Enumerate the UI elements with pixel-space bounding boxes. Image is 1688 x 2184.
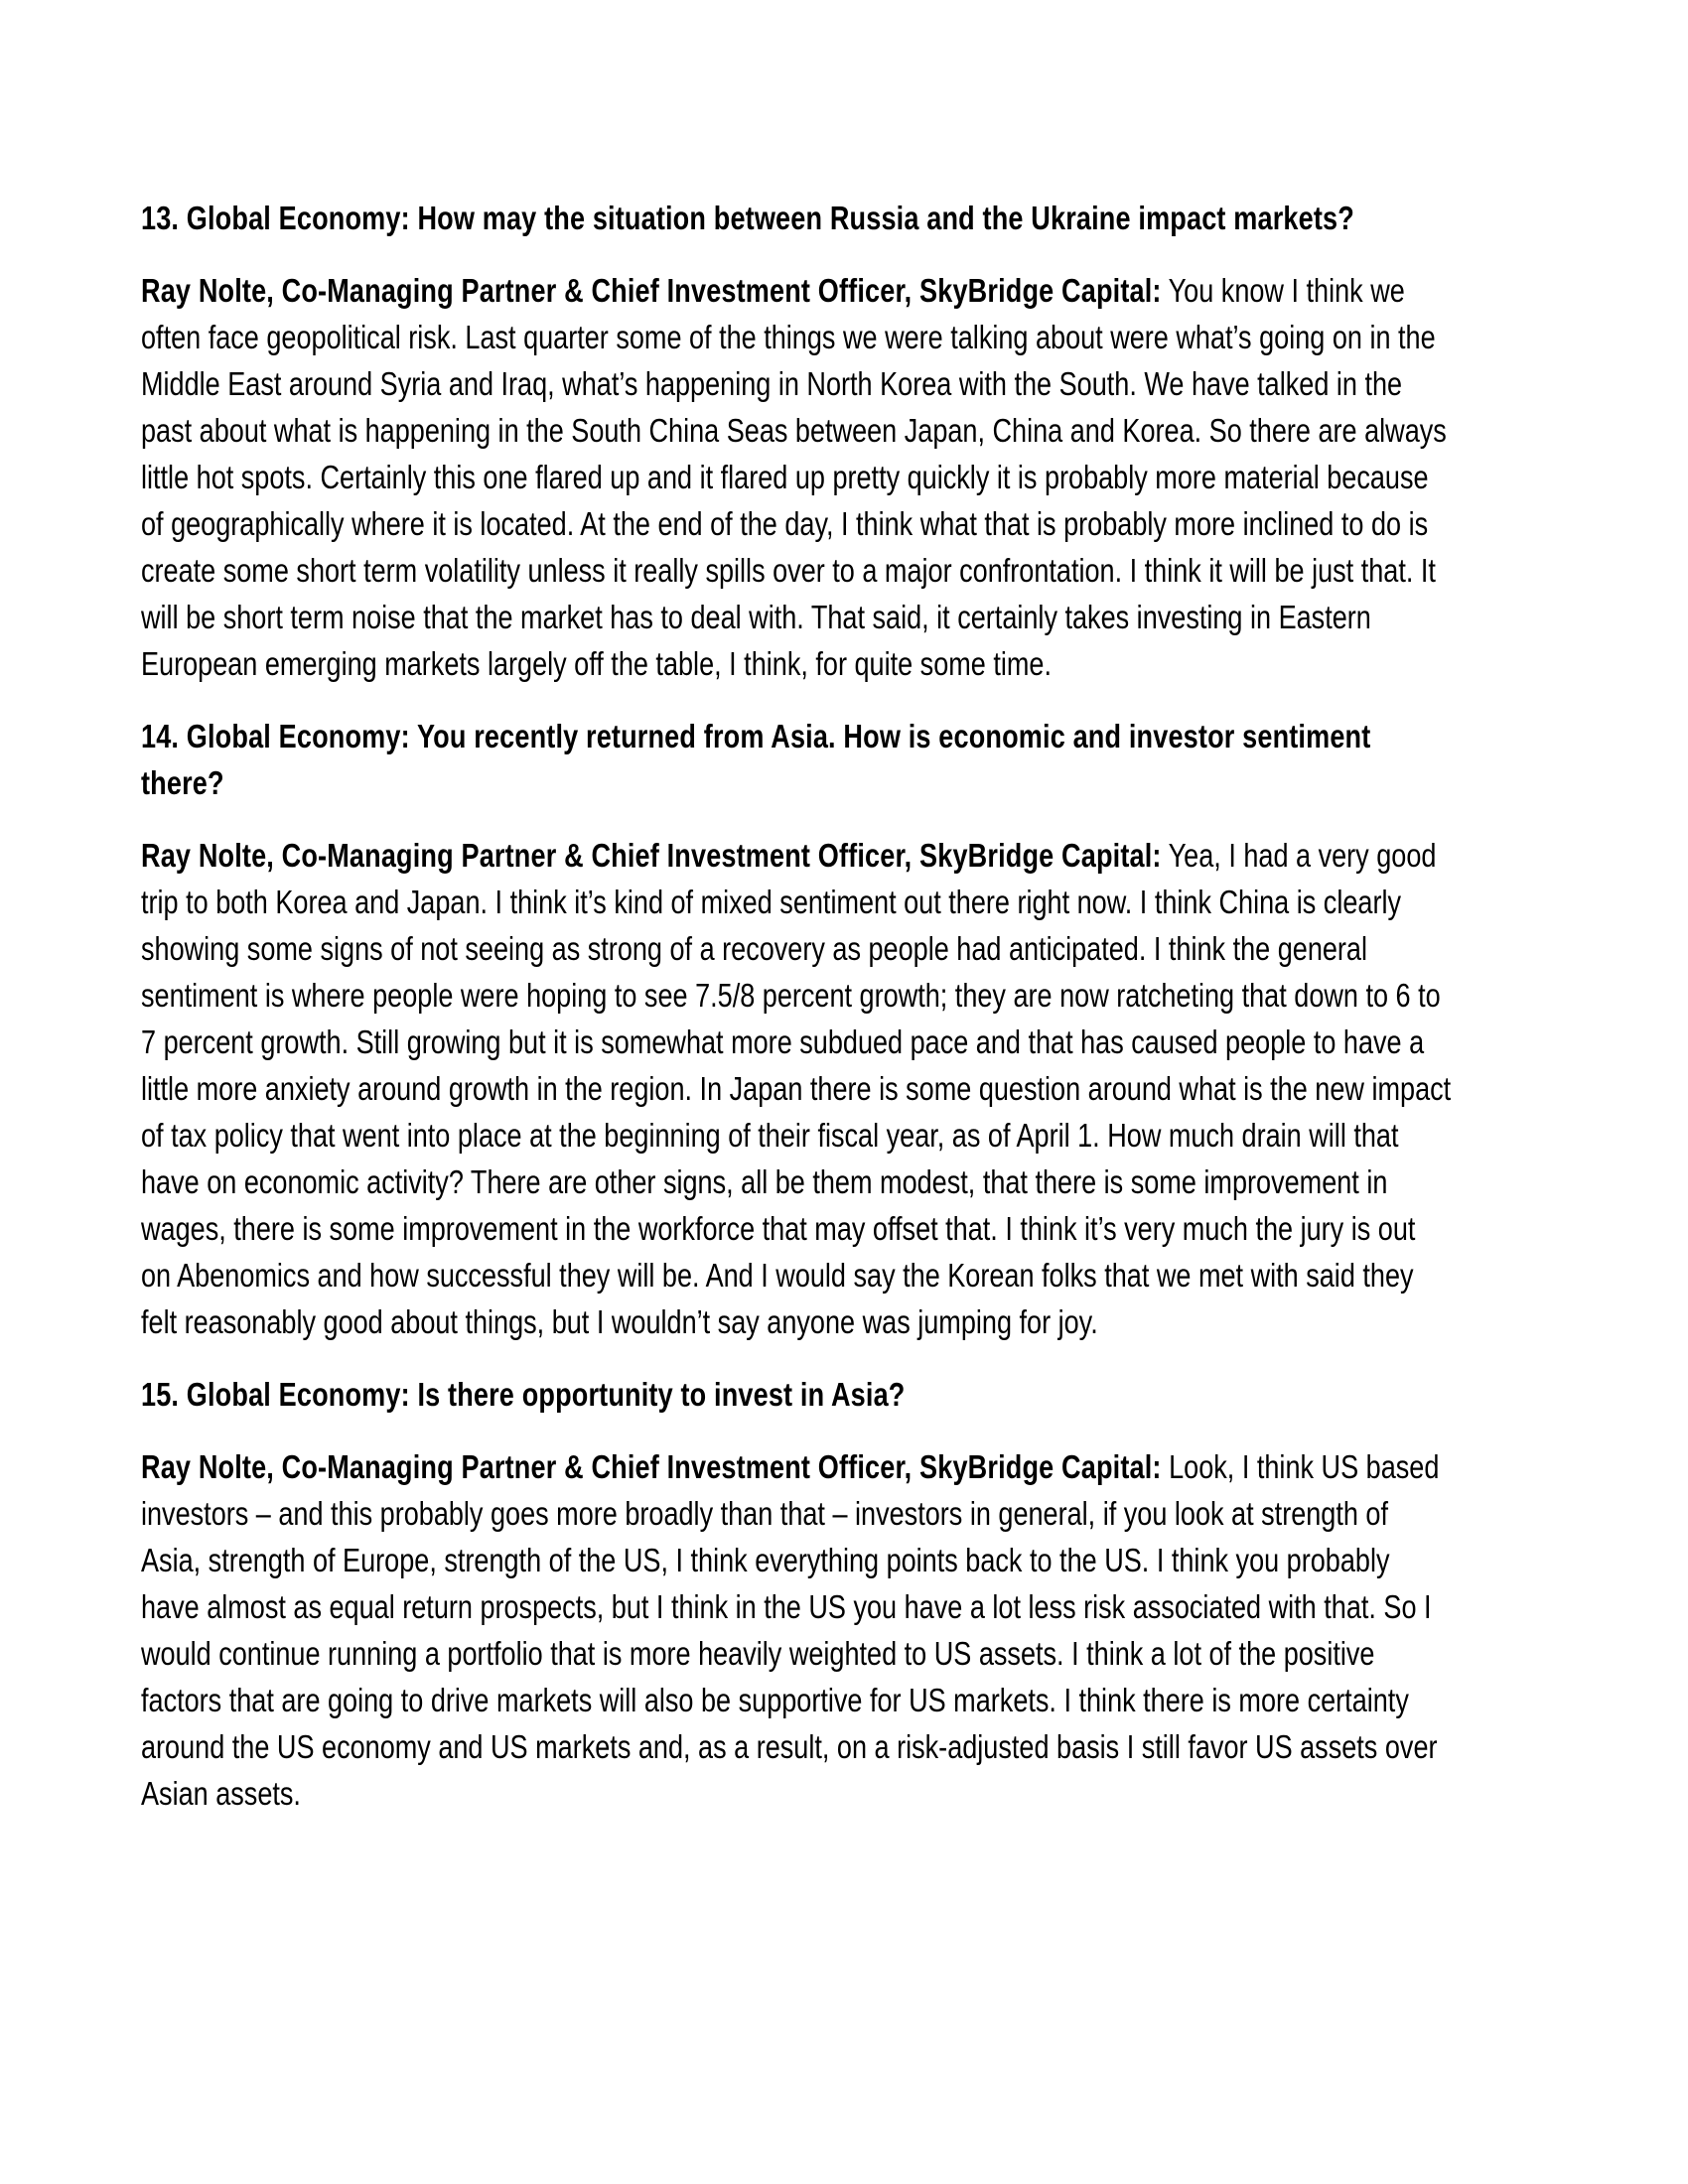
question-heading: 13. Global Economy: How may the situation between Russia and the Ukraine impact markets?: [141, 200, 1354, 236]
answer-paragraph: [141, 1443, 1452, 1817]
answer-text: Yea, I had a very good trip to both Korea and Japan. I think it’s kind of mixed sentiment out there right now. I think China is clearly showing some signs of not seeing as strong of a recovery as people had anticipated. I think the general sentiment is where people were hoping to see 7.5/8 percent growth; they are now ratcheting that down to 6 to 7 percent growth. Still growing but it is somewhat more subdued pace and that has caused people to have a little more anxiety around growth in the region. In Japan there is some question around what is the new impact of tax policy that went into place at the beginning of their fiscal year, as of April 1. How much drain will that have on economic activity? There are other signs, all be them modest, that there is some improvement in wages, there is some improvement in the workforce that may offset that. I think it’s very much the jury is out on Abenomics and how successful they will be. And I would say the Korean folks that we met with said they felt reasonably good about things, but I wouldn’t say anyone was jumping for joy.: [141, 837, 1452, 1340]
answer-paragraph: [141, 832, 1452, 1345]
answer-text: You know I think we often face geopolitical risk. Last quarter some of the things we were talking about were what’s going on in the Middle East around Syria and Iraq, what’s happening in North Korea with the South. We have talked in the past about what is happening in the South China Seas between Japan, China and Korea. So there are always little hot spots. Certainly this one flared up and it flared up pretty quickly it is probably more material because of geographically where it is located. At the end of the day, I think what that is probably more inclined to do is create some short term volatility unless it really spills over to a major confrontation. I think it will be just that. It will be short term noise that the market has to deal with. That said, it certainly takes investing in Eastern European emerging markets largely off the table, I think, for quite some time.: [141, 272, 1447, 682]
qa-section: [141, 713, 1452, 1345]
question-heading: 15. Global Economy: Is there opportunity to invest in Asia?: [141, 1376, 906, 1413]
question-heading: 14. Global Economy: You recently returned from Asia. How is economic and investor sentiment there?: [141, 718, 1371, 801]
speaker-attribution: Ray Nolte, Co-Managing Partner & Chief Investment Officer, SkyBridge Capital:: [141, 272, 1162, 309]
answer-paragraph: [141, 267, 1452, 687]
speaker-attribution: Ray Nolte, Co-Managing Partner & Chief Investment Officer, SkyBridge Capital:: [141, 837, 1162, 874]
answer-text: Look, I think US based investors – and this probably goes more broadly than that – investors in general, if you look at strength of Asia, strength of Europe, strength of the US, I think everything points back to the US. I think you probably have almost as equal return prospects, but I think in the US you have a lot less risk associated with that. So I would continue running a portfolio that is more heavily weighted to US assets. I think a lot of the positive factors that are going to drive markets will also be supportive for US markets. I think there is more certainty around the US economy and US markets and, as a result, on a risk-adjusted basis I still favor US assets over Asian assets.: [141, 1448, 1440, 1812]
speaker-attribution: Ray Nolte, Co-Managing Partner & Chief Investment Officer, SkyBridge Capital:: [141, 1448, 1162, 1485]
document-text-column: [141, 195, 1452, 1843]
qa-section: [141, 1371, 1452, 1817]
qa-section: [141, 195, 1452, 687]
